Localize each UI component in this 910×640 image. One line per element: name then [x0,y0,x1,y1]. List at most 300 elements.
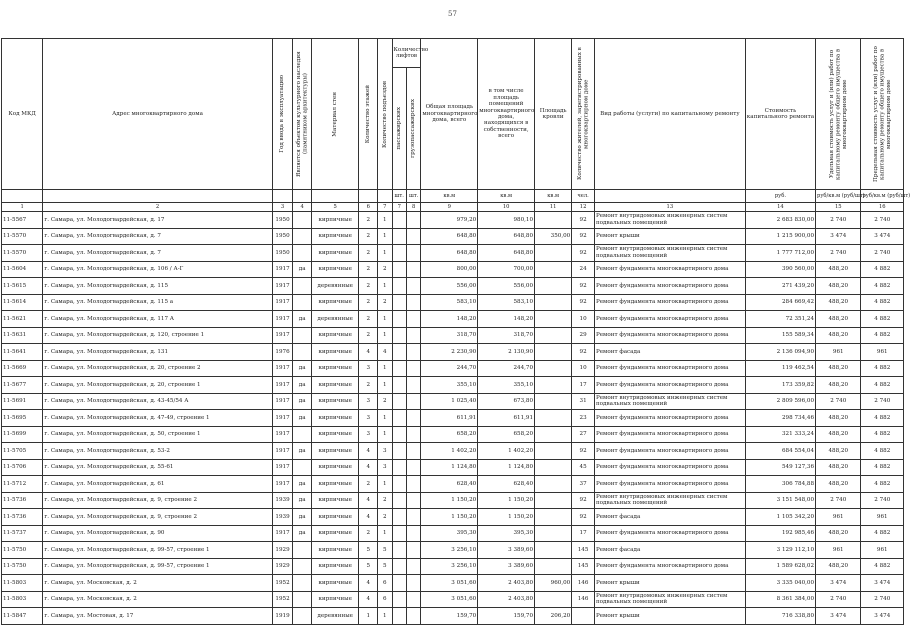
cell-total-area: 318,70 [421,327,478,344]
cell-residents: 146 [572,575,595,592]
cell-work-type: Ремонт внутридомовых инженерных систем подвальных помещений [594,591,745,608]
cell-unit-cost: 2 740 [816,245,861,262]
cell-entrances: 6 [378,591,392,608]
cell-elevators-cargo [406,443,420,460]
cell-code: 11-5736 [2,492,43,509]
cell-entrances: 1 [378,311,392,328]
unit-cell: кв.м [421,190,478,203]
cell-elevators-cargo [406,509,420,526]
cell-total-area: 3 051,60 [421,591,478,608]
cell-elevators-cargo [406,492,420,509]
cell-roof-area [535,476,572,493]
cell-floors: 2 [359,327,378,344]
cell-premises-area: 1 402,20 [478,443,535,460]
cell-code: 11-5750 [2,542,43,559]
cell-residents: 17 [572,377,595,394]
cell-code: 11-5604 [2,261,43,278]
cell-entrances: 3 [378,459,392,476]
cell-cost: 192 985,46 [745,525,815,542]
cell-floors: 3 [359,426,378,443]
column-number-cell: 10 [478,203,535,212]
cell-material: кирпичные [311,492,359,509]
cell-max-cost: 4 882 [861,278,904,295]
header-work-type: Вид работы (услуги) по капитальному ремонту [594,39,745,190]
cell-year: 1939 [272,492,293,509]
cell-premises-area: 244,70 [478,360,535,377]
cell-elevators-cargo [406,608,420,625]
table-row [2,443,904,460]
cell-elevators-cargo [406,459,420,476]
cell-address: г. Самара, ул. Молодогвардейская, д. 17 [43,212,272,229]
cell-material: кирпичные [311,212,359,229]
cell-elevators-passenger [392,245,406,262]
header-elevators: Количество лифтов [392,39,421,68]
cell-max-cost: 3 474 [861,608,904,625]
cell-max-cost: 4 882 [861,558,904,575]
cell-residents: 92 [572,294,595,311]
cell-heritage [293,212,312,229]
cell-heritage [293,575,312,592]
table-row [2,542,904,559]
cell-year: 1917 [272,278,293,295]
cell-floors: 4 [359,591,378,608]
cell-residents: 146 [572,591,595,608]
cell-address: г. Самара, ул. Мостовая, д. 17 [43,608,272,625]
cell-roof-area [535,245,572,262]
cell-cost: 1 777 712,00 [745,245,815,262]
table-row [2,525,904,542]
cell-cost: 173 359,82 [745,377,815,394]
cell-code: 11-5570 [2,228,43,245]
cell-elevators-passenger [392,410,406,427]
cell-max-cost: 4 882 [861,410,904,427]
cell-roof-area [535,294,572,311]
cell-code: 11-5691 [2,393,43,410]
cell-elevators-cargo [406,278,420,295]
cell-address: г. Самара, ул. Молодогвардейская, д. 61 [43,476,272,493]
cell-residents: 10 [572,311,595,328]
cell-elevators-passenger [392,443,406,460]
cell-residents: 92 [572,492,595,509]
unit-cell: чел. [572,190,595,203]
cell-max-cost: 961 [861,509,904,526]
cell-heritage [293,608,312,625]
cell-entrances: 1 [378,525,392,542]
cell-year: 1917 [272,360,293,377]
cell-address: г. Самара, ул. Молодогвардейская, д. 106 / А-Г [43,261,272,278]
cell-elevators-cargo [406,558,420,575]
cell-total-area: 628,40 [421,476,478,493]
unit-cell: руб. [745,190,815,203]
cell-elevators-cargo [406,311,420,328]
cell-roof-area [535,377,572,394]
cell-code: 11-5695 [2,410,43,427]
header-year: Год ввода в эксплуатацию [279,75,286,153]
cell-residents: 92 [572,228,595,245]
cell-residents: 145 [572,558,595,575]
cell-code: 11-5736 [2,509,43,526]
cell-premises-area: 395,30 [478,525,535,542]
cell-elevators-cargo [406,344,420,361]
cell-heritage [293,228,312,245]
cell-total-area: 244,70 [421,360,478,377]
cell-premises-area: 355,10 [478,377,535,394]
cell-elevators-passenger [392,261,406,278]
unit-cell [293,190,312,203]
cell-year: 1976 [272,344,293,361]
cell-entrances: 5 [378,558,392,575]
header-elevators-cargo: грузопассажирских [410,99,417,159]
cell-max-cost: 4 882 [861,426,904,443]
column-number-cell: 6 [359,203,378,212]
cell-work-type: Ремонт фундамента многоквартирного дома [594,311,745,328]
cell-elevators-cargo [406,377,420,394]
cell-residents: 92 [572,443,595,460]
cell-floors: 2 [359,278,378,295]
cell-floors: 2 [359,245,378,262]
cell-max-cost: 2 740 [861,492,904,509]
cell-address: г. Самара, ул. Молодогвардейская, д. 55-61 [43,459,272,476]
column-number-cell: 9 [421,203,478,212]
header-cost: Стоимость капитального ремонта [745,39,815,190]
cell-material: деревянные [311,278,359,295]
column-number-cell: 2 [43,203,272,212]
cell-year: 1917 [272,377,293,394]
cell-material: кирпичные [311,228,359,245]
cell-code: 11-5615 [2,278,43,295]
cell-code: 11-5699 [2,426,43,443]
cell-floors: 3 [359,393,378,410]
cell-year: 1917 [272,443,293,460]
unit-cell [359,190,378,203]
cell-floors: 4 [359,575,378,592]
header-total-area: Общая площадь многоквартирного дома, всего [421,39,478,190]
cell-total-area: 159,70 [421,608,478,625]
cell-address: г. Самара, ул. Молодогвардейская, д. 117 А [43,311,272,328]
cell-roof-area: 960,00 [535,575,572,592]
header-address: Адрес многоквартирного дома [43,39,272,190]
cell-total-area: 658,20 [421,426,478,443]
cell-heritage [293,459,312,476]
cell-address: г. Самара, ул. Молодогвардейская, д. 99-57, строение 1 [43,542,272,559]
cell-work-type: Ремонт фундамента многоквартирного дома [594,558,745,575]
cell-residents: 45 [572,459,595,476]
cell-code: 11-5621 [2,311,43,328]
cell-cost: 306 784,88 [745,476,815,493]
cell-work-type: Ремонт внутридомовых инженерных систем подвальных помещений [594,212,745,229]
cell-unit-cost: 488,20 [816,311,861,328]
cell-premises-area: 628,40 [478,476,535,493]
cell-elevators-passenger [392,212,406,229]
cell-residents: 37 [572,476,595,493]
cell-work-type: Ремонт фундамента многоквартирного дома [594,525,745,542]
cell-total-area: 648,80 [421,228,478,245]
cell-heritage: да [293,377,312,394]
cell-elevators-passenger [392,525,406,542]
cell-work-type: Ремонт крыши [594,608,745,625]
cell-unit-cost: 3 474 [816,575,861,592]
cell-material: кирпичные [311,245,359,262]
cell-unit-cost: 961 [816,542,861,559]
column-number-cell: 3 [272,203,293,212]
cell-heritage: да [293,410,312,427]
cell-unit-cost: 3 474 [816,228,861,245]
cell-elevators-passenger [392,278,406,295]
cell-cost: 298 734,46 [745,410,815,427]
cell-unit-cost: 488,20 [816,426,861,443]
cell-code: 11-5803 [2,591,43,608]
cell-entrances: 6 [378,575,392,592]
cell-work-type: Ремонт фасада [594,509,745,526]
cell-entrances: 5 [378,542,392,559]
cell-max-cost: 3 474 [861,228,904,245]
cell-total-area: 148,20 [421,311,478,328]
cell-unit-cost: 2 740 [816,393,861,410]
cell-unit-cost: 488,20 [816,410,861,427]
cell-entrances: 1 [378,476,392,493]
cell-entrances: 1 [378,377,392,394]
cell-max-cost: 4 882 [861,377,904,394]
cell-premises-area: 2 403,80 [478,591,535,608]
column-number-cell: 11 [535,203,572,212]
cell-floors: 2 [359,377,378,394]
cell-elevators-cargo [406,426,420,443]
cell-elevators-passenger [392,327,406,344]
cell-material: кирпичные [311,393,359,410]
cell-floors: 4 [359,344,378,361]
cell-work-type: Ремонт внутридомовых инженерных систем подвальных помещений [594,393,745,410]
cell-elevators-passenger [392,393,406,410]
cell-heritage: да [293,393,312,410]
cell-max-cost: 2 740 [861,591,904,608]
cell-elevators-passenger [392,591,406,608]
cell-elevators-cargo [406,575,420,592]
cell-elevators-cargo [406,591,420,608]
cell-work-type: Ремонт фундамента многоквартирного дома [594,443,745,460]
cell-cost: 8 361 384,00 [745,591,815,608]
column-number-cell: 12 [572,203,595,212]
table-row [2,327,904,344]
cell-elevators-passenger [392,311,406,328]
cell-material: кирпичные [311,542,359,559]
cell-roof-area [535,459,572,476]
cell-elevators-passenger [392,492,406,509]
cell-heritage [293,591,312,608]
cell-year: 1917 [272,426,293,443]
cell-entrances: 1 [378,278,392,295]
cell-max-cost: 4 882 [861,311,904,328]
cell-roof-area [535,212,572,229]
cell-max-cost: 2 740 [861,245,904,262]
cell-work-type: Ремонт фундамента многоквартирного дома [594,327,745,344]
cell-code: 11-5570 [2,245,43,262]
header-roof-area: Площадь кровли [535,39,572,190]
cell-unit-cost: 961 [816,509,861,526]
cell-entrances: 1 [378,608,392,625]
cell-unit-cost: 488,20 [816,360,861,377]
cell-max-cost: 4 882 [861,327,904,344]
cell-entrances: 1 [378,360,392,377]
cell-material: кирпичные [311,509,359,526]
cell-total-area: 1 150,20 [421,509,478,526]
cell-year: 1917 [272,476,293,493]
header-heritage: Является объектом культурного наследия (памятником архитектуры) [295,51,309,177]
column-number-cell: 4 [293,203,312,212]
cell-address: г. Самара, ул. Молодогвардейская, д. 50, строение 1 [43,426,272,443]
cell-floors: 2 [359,228,378,245]
cell-premises-area: 980,10 [478,212,535,229]
cell-address: г. Самара, ул. Молодогвардейская, д. 7 [43,245,272,262]
cell-elevators-passenger [392,608,406,625]
cell-max-cost: 4 882 [861,476,904,493]
cell-work-type: Ремонт фасада [594,344,745,361]
cell-address: г. Самара, ул. Молодогвардейская, д. 47-49, строение 1 [43,410,272,427]
cell-premises-area: 611,91 [478,410,535,427]
cell-elevators-passenger [392,575,406,592]
cell-total-area: 800,00 [421,261,478,278]
cell-address: г. Самара, ул. Молодогвардейская, д. 20, строение 1 [43,377,272,394]
cell-code: 11-5567 [2,212,43,229]
cell-heritage: да [293,492,312,509]
cell-address: г. Самара, ул. Молодогвардейская, д. 115 а [43,294,272,311]
cell-elevators-passenger [392,459,406,476]
cell-floors: 3 [359,360,378,377]
cell-premises-area: 3 389,60 [478,542,535,559]
cell-work-type: Ремонт фундамента многоквартирного дома [594,377,745,394]
table-row [2,212,904,229]
cell-work-type: Ремонт фундамента многоквартирного дома [594,459,745,476]
cell-entrances: 1 [378,327,392,344]
unit-cell: кв.м [535,190,572,203]
cell-floors: 2 [359,311,378,328]
cell-elevators-passenger [392,360,406,377]
table-row [2,261,904,278]
cell-address: г. Самара, ул. Молодогвардейская, д. 131 [43,344,272,361]
page-number: 57 [448,10,457,18]
cell-heritage [293,278,312,295]
cell-cost: 2 683 830,00 [745,212,815,229]
column-number-cell: 7 [392,203,406,212]
cell-roof-area [535,261,572,278]
cell-roof-area [535,443,572,460]
cell-year: 1950 [272,228,293,245]
cell-cost: 549 127,36 [745,459,815,476]
cell-elevators-passenger [392,426,406,443]
cell-roof-area [535,344,572,361]
column-number-cell: 1 [2,203,43,212]
cell-elevators-cargo [406,393,420,410]
cell-address: г. Самара, ул. Московская, д. 2 [43,591,272,608]
cell-entrances: 1 [378,245,392,262]
cell-year: 1952 [272,575,293,592]
cell-year: 1917 [272,261,293,278]
cell-address: г. Самара, ул. Молодогвардейская, д. 115 [43,278,272,295]
cell-total-area: 611,91 [421,410,478,427]
cell-cost: 2 809 596,00 [745,393,815,410]
cell-material: кирпичные [311,426,359,443]
cell-total-area: 648,80 [421,245,478,262]
cell-work-type: Ремонт фундамента многоквартирного дома [594,261,745,278]
header-floors: Количество этажей [365,84,372,144]
cell-cost: 3 335 040,00 [745,575,815,592]
cell-total-area: 2 230,90 [421,344,478,361]
cell-material: кирпичные [311,525,359,542]
table-row [2,476,904,493]
cell-unit-cost: 488,20 [816,377,861,394]
cell-total-area: 979,20 [421,212,478,229]
cell-year: 1929 [272,558,293,575]
cell-material: кирпичные [311,591,359,608]
cell-unit-cost: 488,20 [816,327,861,344]
table-row [2,492,904,509]
cell-premises-area: 700,00 [478,261,535,278]
header-residents: Количество жителей, зарегистрированных в многоквартирном доме [576,47,590,181]
cell-elevators-cargo [406,410,420,427]
cell-max-cost: 4 882 [861,360,904,377]
cell-floors: 2 [359,525,378,542]
cell-premises-area: 658,20 [478,426,535,443]
cell-year: 1917 [272,311,293,328]
cell-heritage: да [293,311,312,328]
cell-elevators-cargo [406,261,420,278]
cell-code: 11-5803 [2,575,43,592]
cell-cost: 119 462,54 [745,360,815,377]
cell-residents [572,608,595,625]
cell-address: г. Самара, ул. Молодогвардейская, д. 53-2 [43,443,272,460]
cell-heritage [293,327,312,344]
cell-roof-area [535,393,572,410]
cell-max-cost: 4 882 [861,261,904,278]
cell-material: кирпичные [311,410,359,427]
cell-entrances: 4 [378,344,392,361]
cell-floors: 2 [359,294,378,311]
header-premises-area: в том числе площадь помещений многоквартирного дома, находящихся в собственности, всего [478,39,535,190]
table-row [2,344,904,361]
cell-heritage: да [293,261,312,278]
cell-material: кирпичные [311,443,359,460]
cell-unit-cost: 2 740 [816,492,861,509]
cell-elevators-cargo [406,228,420,245]
cell-residents: 31 [572,393,595,410]
cell-address: г. Самара, ул. Молодогвардейская, д. 99-57, строение 1 [43,558,272,575]
unit-cell [272,190,293,203]
column-number-cell: 5 [311,203,359,212]
cell-premises-area: 318,70 [478,327,535,344]
cell-residents: 92 [572,278,595,295]
capital-repair-table [1,38,910,625]
cell-material: кирпичные [311,558,359,575]
table-row [2,360,904,377]
cell-entrances: 2 [378,509,392,526]
cell-roof-area [535,525,572,542]
column-number-cell: 14 [745,203,815,212]
cell-residents: 24 [572,261,595,278]
cell-premises-area: 3 389,60 [478,558,535,575]
cell-cost: 271 439,20 [745,278,815,295]
cell-roof-area [535,509,572,526]
cell-max-cost: 961 [861,344,904,361]
cell-year: 1950 [272,212,293,229]
table-row [2,245,904,262]
cell-unit-cost: 488,20 [816,525,861,542]
cell-roof-area [535,558,572,575]
cell-address: г. Самара, ул. Московская, д. 2 [43,575,272,592]
unit-cell [378,190,392,203]
cell-unit-cost: 2 740 [816,591,861,608]
cell-roof-area [535,591,572,608]
cell-year: 1919 [272,608,293,625]
column-number-cell: 13 [594,203,745,212]
